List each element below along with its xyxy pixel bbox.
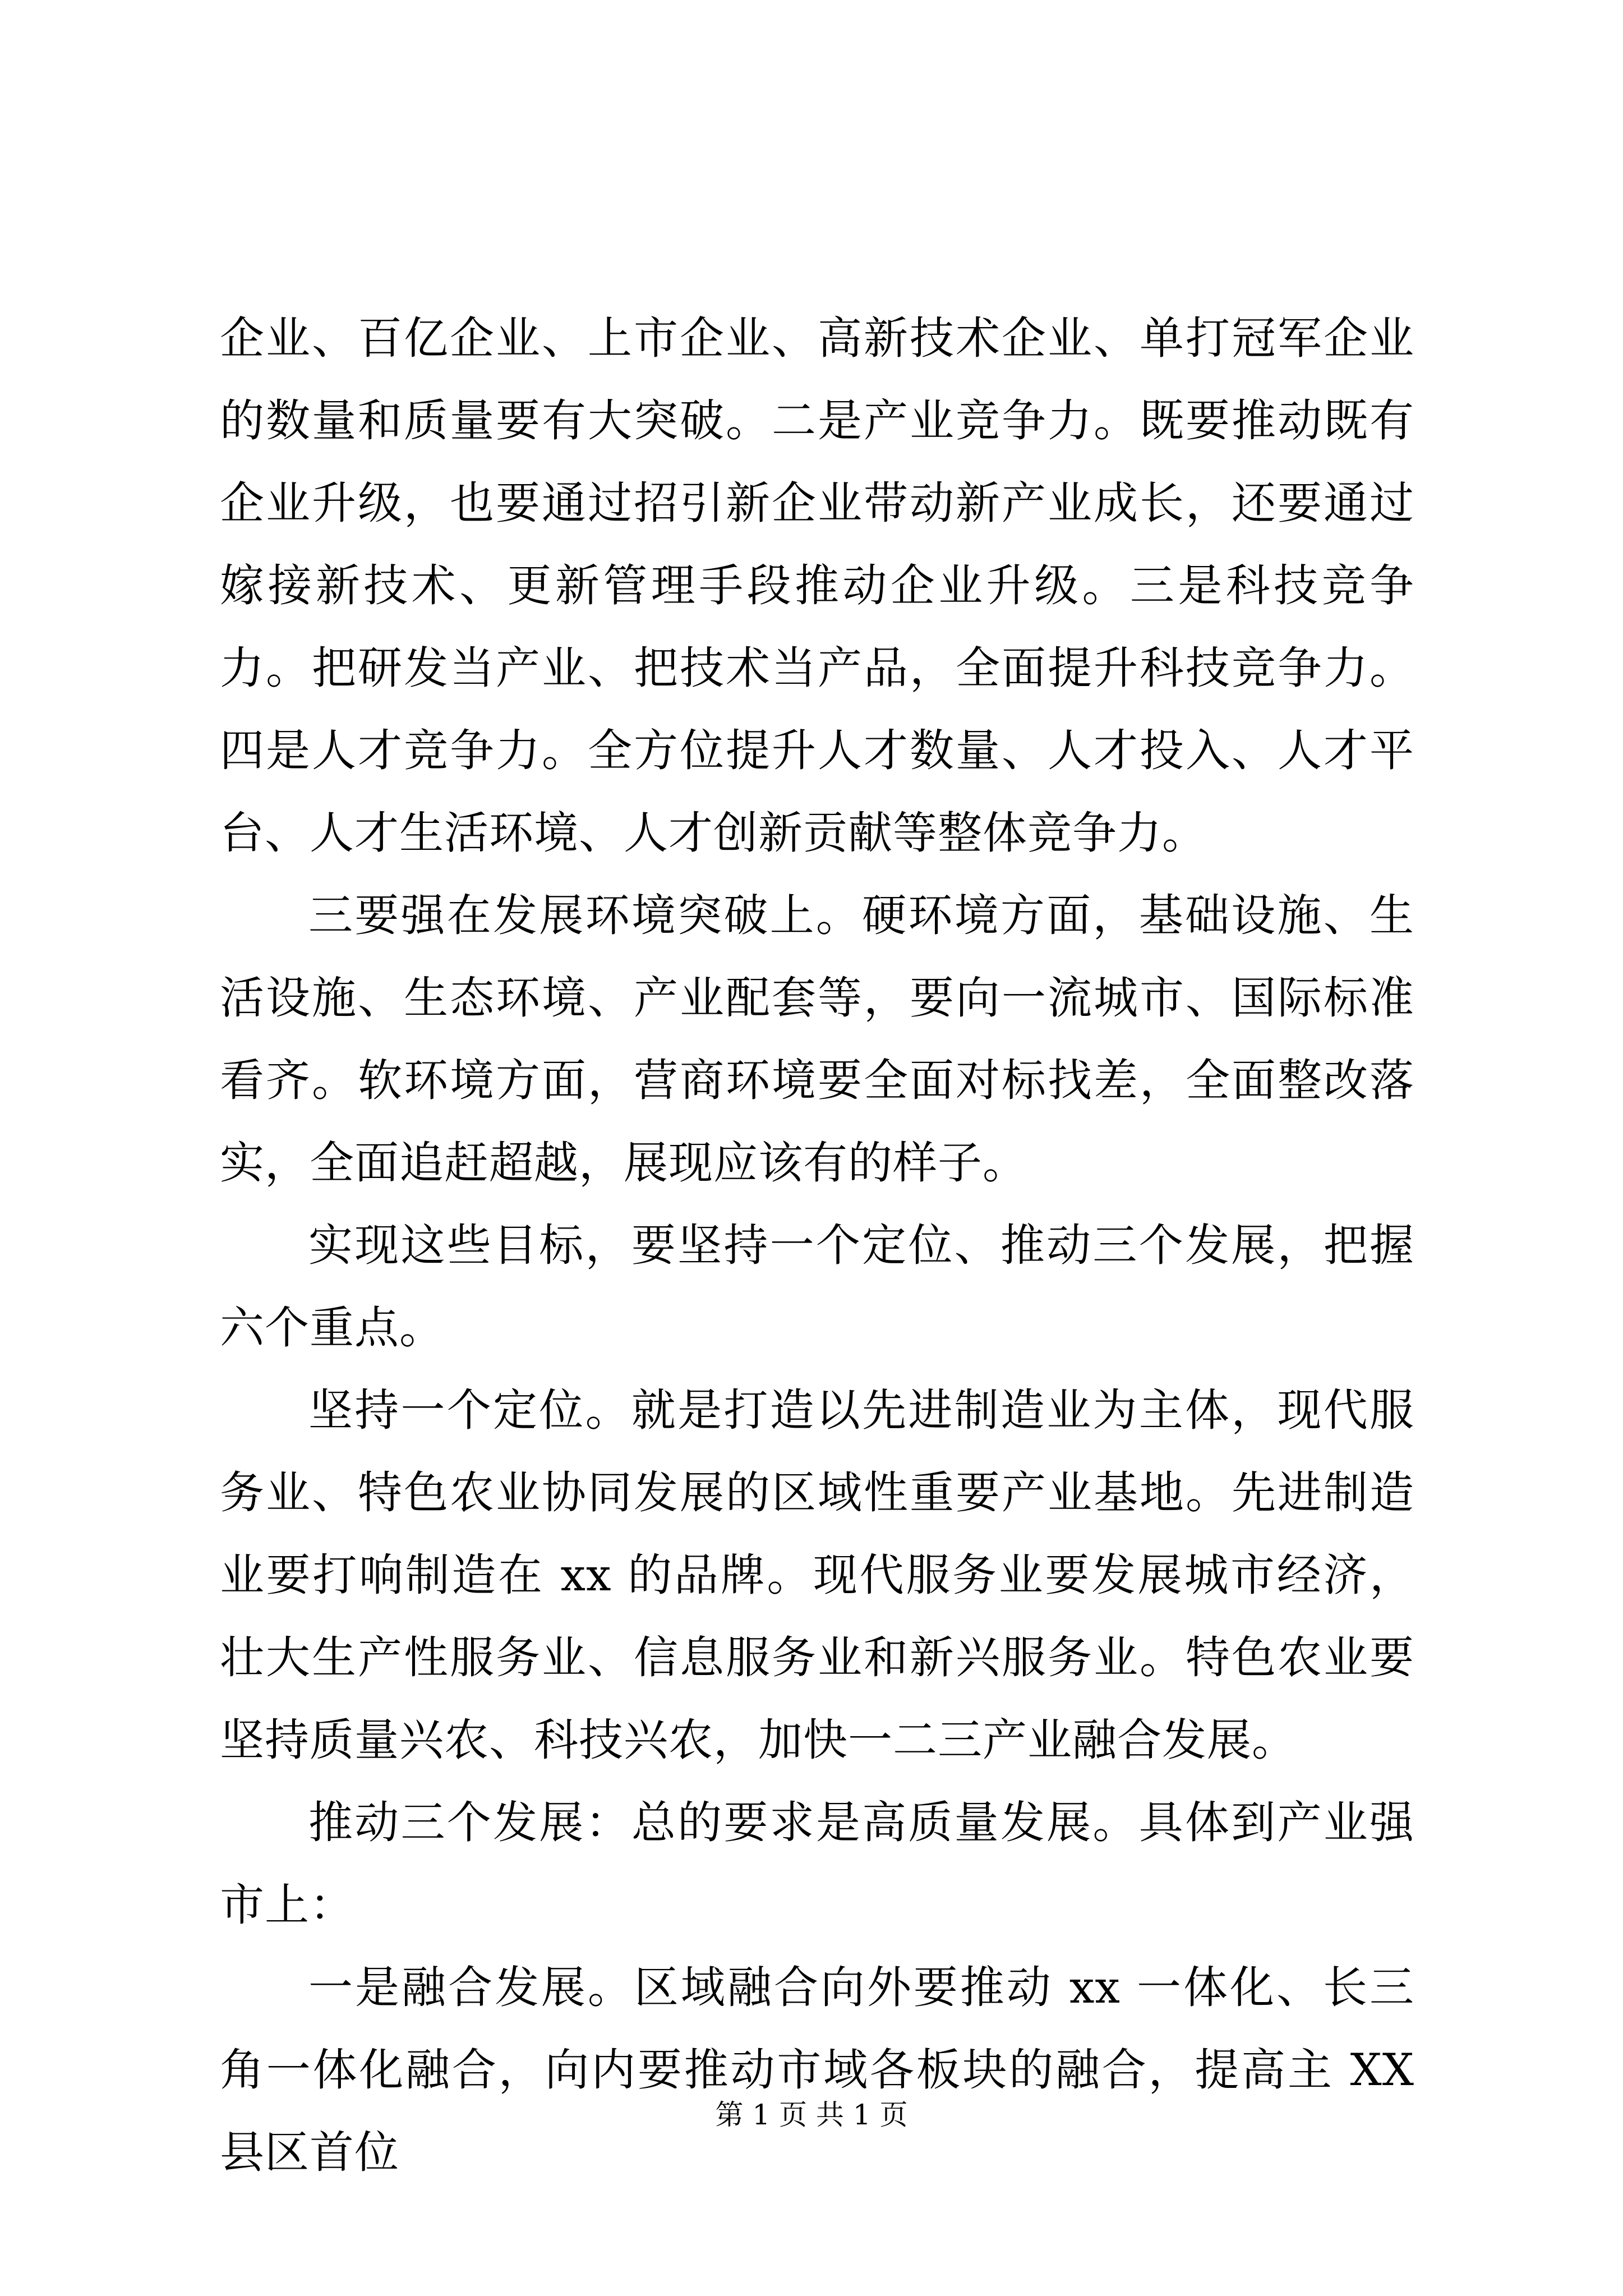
- document-body: [220, 297, 1414, 2194]
- paragraph-1: 企业、百亿企业、上市企业、高新技术企业、单打冠军企业的数量和质量要有大突破。二是产业竞争力。既要推动既有企业升级，也要通过招引新企业带动新产业成长，还要通过嫁接新技术、更新管理手段推动企业升级。三是科技竞争力。把研发当产业、把技术当产品，全面提升科技竞争力。四是人才竞争力。全方位提升人才数量、人才投入、人才平台、人才生活环境、人才创新贡献等整体竞争力。: [220, 312, 1414, 859]
- paragraph-2: 三要强在发展环境突破上。硬环境方面，基础设施、生活设施、生态环境、产业配套等，要向一流城市、国际标准看齐。软环境方面，营商环境要全面对标找差，全面整改落实，全面追赶超越，展现应该有的样子。: [220, 890, 1414, 1189]
- paragraph-4: 坚持一个定位。就是打造以先进制造业为主体，现代服务业、特色农业协同发展的区域性重要产业基地。先进制造业要打响制造在 xx 的品牌。现代服务业要发展城市经济，壮大生产性服务业、信息服务业和新兴服务业。特色农业要坚持质量兴农、科技兴农，加快一二三产业融合发展。: [220, 1384, 1414, 1766]
- paragraph-5: 推动三个发展：总的要求是高质量发展。具体到产业强市上：: [220, 1797, 1414, 1931]
- paragraph-6: 一是融合发展。区域融合向外要推动 xx 一体化、长三角一体化融合，向内要推动市域各板块的融合，提高主 XX 县区首位: [220, 1962, 1414, 2178]
- paragraph-3: 实现这些目标，要坚持一个定位、推动三个发展，把握六个重点。: [220, 1220, 1414, 1354]
- page-footer: 第 1 页 共 1 页: [715, 2099, 908, 2131]
